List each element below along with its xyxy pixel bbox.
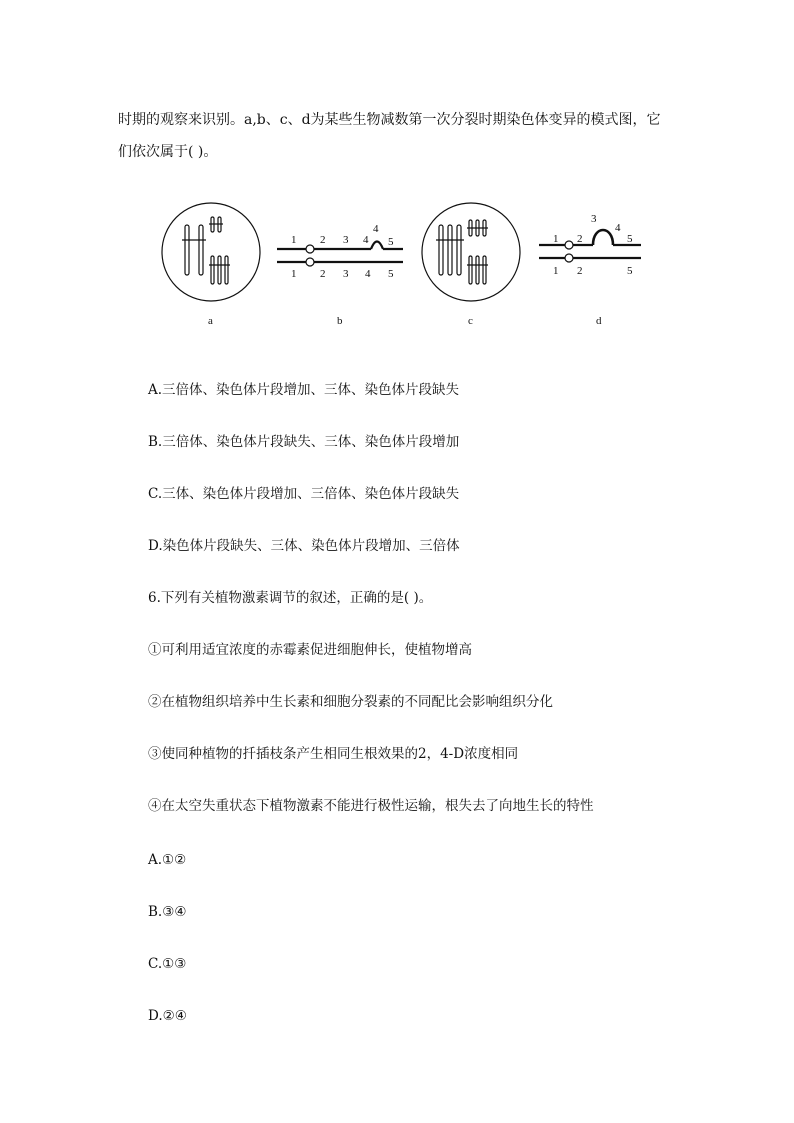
- q5-option-b: B.三倍体、染色体片段缺失、三体、染色体片段增加: [148, 434, 460, 450]
- b-top-number: 3: [343, 234, 349, 246]
- chromosome-variation-figure: [155, 198, 650, 333]
- panel-c-chromosome: [483, 256, 486, 284]
- b-top-number: 4: [373, 223, 379, 235]
- panel-label-c: c: [468, 315, 473, 327]
- q6-statement-4: ④在太空失重状态下植物激素不能进行极性运输，根失去了向地生长的特性: [148, 798, 594, 814]
- panel-a-chromosome: [185, 225, 189, 275]
- q6-stem: 6.下列有关植物激素调节的叙述，正确的是( )。: [148, 590, 433, 606]
- d-top-number: 1: [553, 233, 559, 245]
- panel-label-b: b: [337, 315, 343, 327]
- panel-label-a: a: [208, 315, 213, 327]
- d-bottom-number: 5: [627, 265, 633, 277]
- b-top-number: 4: [363, 234, 369, 246]
- b-top-number: 5: [388, 236, 394, 248]
- q6-option-b: B.③④: [148, 904, 187, 920]
- q5-option-c: C.三体、染色体片段增加、三倍体、染色体片段缺失: [148, 486, 460, 502]
- panel-c-chromosome: [448, 225, 452, 275]
- q5-option-a: A.三倍体、染色体片段增加、三体、染色体片段缺失: [148, 382, 460, 398]
- d-bottom-number: 1: [553, 265, 559, 277]
- q6-option-d: D.②④: [148, 1008, 187, 1024]
- panel-a-chromosome: [199, 225, 203, 275]
- b-top-number: 1: [291, 234, 297, 246]
- panel-a-chromosome: [218, 256, 221, 284]
- q6-option-a: A.①②: [148, 852, 187, 868]
- panel-a-chromosome: [225, 256, 228, 284]
- q6-option-c: C.①③: [148, 956, 187, 972]
- d-top-number: 5: [627, 233, 633, 245]
- b-bottom-number: 3: [343, 268, 349, 280]
- b-bottom-number: 2: [320, 268, 326, 280]
- b-bottom-number: 1: [291, 268, 297, 280]
- d-top-number: 4: [615, 222, 621, 234]
- panel-c-chromosome: [457, 225, 461, 275]
- b-bottom-number: 5: [388, 268, 394, 280]
- intro-line-1: 时期的观察来识别。a,b、c、d为某些生物减数第一次分裂时期染色体变异的模式图，它: [118, 112, 661, 128]
- b-top-number: 2: [320, 234, 326, 246]
- panel-c-chromosome: [439, 225, 443, 275]
- q6-statement-1: ①可利用适宜浓度的赤霉素促进细胞伸长，使植物增高: [148, 642, 472, 658]
- d-top-number: 2: [577, 233, 583, 245]
- panel-a-chromosome: [211, 256, 214, 284]
- q5-option-d: D.染色体片段缺失、三体、染色体片段增加、三倍体: [148, 538, 460, 554]
- panel-c-chromosome: [469, 256, 472, 284]
- q6-statement-3: ③使同种植物的扦插枝条产生相同生根效果的2，4-D浓度相同: [148, 746, 519, 762]
- q6-statement-2: ②在植物组织培养中生长素和细胞分裂素的不同配比会影响组织分化: [148, 694, 553, 710]
- panel-c-cell: [422, 203, 520, 301]
- intro-line-2: 们依次属于( )。: [118, 144, 218, 160]
- d-bottom-number: 2: [577, 265, 583, 277]
- b-bottom-number: 4: [365, 268, 371, 280]
- panel-c-chromosome: [476, 256, 479, 284]
- panel-label-d: d: [596, 315, 602, 327]
- d-top-number: 3: [591, 213, 597, 225]
